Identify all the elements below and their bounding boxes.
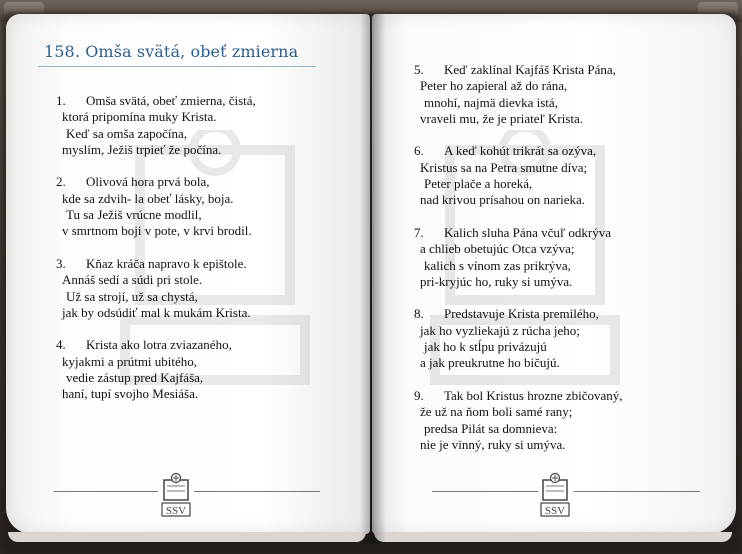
stanza xyxy=(56,93,256,158)
page-title: 158. Omša svätá, obeť zmierna xyxy=(44,42,299,61)
verse-text: Kalich sluha Pána včuľ odkrýva xyxy=(444,224,612,240)
ssv-logo-icon xyxy=(161,472,191,518)
stanza-number: 9. xyxy=(414,387,424,403)
right-page-edge xyxy=(374,532,732,542)
verse-text: predsa Pilát sa domnieva: xyxy=(424,420,558,436)
verse-text: pri-kryjúc ho, ruky si umýva. xyxy=(420,273,573,289)
title-underline xyxy=(38,66,316,67)
verse-text: nie je vinný, ruky si umýva. xyxy=(420,436,566,452)
stanza xyxy=(414,62,623,127)
verse-text: Omša svätá, obeť zmierna, čistá, xyxy=(86,93,256,108)
stanza-number: 5. xyxy=(414,62,424,77)
stanza-number: 8. xyxy=(414,306,424,322)
verse-text: Kristus sa na Petra smutne díva; xyxy=(420,159,588,175)
ssv-logo-icon xyxy=(540,472,570,518)
verse-text: a jak preukrutne ho bičujú. xyxy=(420,355,560,371)
svg-text:SSV: SSV xyxy=(165,505,187,517)
verse-text: vraveli mu, že je priateľ Krista. xyxy=(420,110,584,126)
verse-line xyxy=(414,95,623,111)
verse-line xyxy=(56,354,256,370)
verse-text: kde sa zdvih- la obeť lásky, boja. xyxy=(62,190,234,206)
left-page-edge xyxy=(8,532,366,542)
stanza xyxy=(414,225,623,290)
left-verses xyxy=(56,93,256,419)
verse-line xyxy=(56,191,256,207)
verse-line xyxy=(414,421,623,437)
verse-line xyxy=(414,437,623,453)
verse-text: Olivová hora prvá bola, xyxy=(86,174,210,190)
verse-line xyxy=(56,256,256,272)
verse-text: kalich s vínom zas prikrýva, xyxy=(424,257,571,273)
verse-line xyxy=(56,337,256,353)
verse-text: jak ho k stĺpu privázujú xyxy=(424,339,547,355)
stanza xyxy=(56,256,256,321)
verse-text: Keď sa omša započína, xyxy=(66,125,188,141)
verse-text: jak ho vyzliekajú z rúcha jeho; xyxy=(420,322,580,338)
verse-line xyxy=(414,78,623,94)
verse-text: vedie zástup pred Kajfáša, xyxy=(66,370,204,386)
verse-text: myslím, Ježiš trpieť že počína. xyxy=(62,141,222,157)
stanza xyxy=(414,388,623,453)
stanza-number: 2. xyxy=(56,174,66,190)
verse-text: Peter ho zapieral až do rána, xyxy=(420,78,568,94)
verse-line xyxy=(414,323,623,339)
verse-text: jak by odsúdiť mal k mukám Krista. xyxy=(62,304,251,320)
verse-line xyxy=(56,272,256,288)
verse-line xyxy=(56,142,256,158)
verse-line xyxy=(414,111,623,127)
verse-line xyxy=(414,388,623,404)
book-spine xyxy=(360,14,386,544)
stanza xyxy=(414,306,623,371)
verse-line xyxy=(56,93,256,109)
stanza-number: 4. xyxy=(56,337,66,353)
verse-text: Peter plače a horeká, xyxy=(424,176,533,192)
verse-line xyxy=(414,241,623,257)
verse-line xyxy=(414,176,623,192)
right-verses xyxy=(414,62,623,469)
verse-text: Annáš sedí a súdi pri stole. xyxy=(62,272,203,288)
verse-text: A keď kohút trikrát sa ozýva, xyxy=(444,143,597,159)
verse-text: Už sa strojí, už sa chystá, xyxy=(66,288,198,304)
verse-line xyxy=(56,305,256,321)
footer-rule xyxy=(54,491,158,492)
verse-text: ktorá pripomína muky Krista. xyxy=(62,109,217,125)
verse-line xyxy=(414,62,623,78)
verse-text: Tu sa Ježiš vrúcne modlil, xyxy=(66,207,202,223)
verse-line xyxy=(56,109,256,125)
verse-line xyxy=(56,289,256,305)
verse-text: nad krivou prísahou on narieka. xyxy=(420,192,585,208)
verse-text: mnohí, najmä dievka istá, xyxy=(424,94,558,110)
footer-rule xyxy=(432,491,538,492)
verse-line xyxy=(56,370,256,386)
verse-line xyxy=(56,126,256,142)
stanza xyxy=(414,143,623,208)
verse-line xyxy=(414,160,623,176)
verse-line xyxy=(414,143,623,159)
svg-text:SSV: SSV xyxy=(544,505,566,517)
stanza-number: 1. xyxy=(56,93,66,108)
verse-text: že už na ňom boli samé rany; xyxy=(420,404,573,420)
footer-rule xyxy=(574,491,700,492)
verse-text: a chlieb obetujúc Otca vzýva; xyxy=(420,241,575,257)
verse-text: haní, tupí svojho Mesiáša. xyxy=(62,386,199,402)
stanza xyxy=(56,337,256,402)
verse-line xyxy=(414,225,623,241)
verse-text: Kňaz kráča napravo k epištole. xyxy=(86,255,247,271)
verse-line xyxy=(414,404,623,420)
verse-line xyxy=(414,274,623,290)
footer-rule xyxy=(194,491,320,492)
verse-line xyxy=(414,355,623,371)
verse-text: Keď zaklínal Kajfáš Krista Pána, xyxy=(444,62,616,77)
verse-text: Tak bol Kristus hrozne zbičovaný, xyxy=(444,387,623,403)
verse-line xyxy=(56,386,256,402)
verse-text: v smrtnom boji v pote, v krvi brodil. xyxy=(62,223,252,239)
verse-line xyxy=(56,223,256,239)
verse-text: Predstavuje Krista premilého, xyxy=(444,306,599,322)
verse-line xyxy=(414,339,623,355)
verse-line xyxy=(56,174,256,190)
stanza-number: 3. xyxy=(56,255,66,271)
stanza-number: 6. xyxy=(414,143,424,159)
verse-text: Krista ako lotra zviazaného, xyxy=(86,337,232,353)
verse-line xyxy=(56,207,256,223)
stanza xyxy=(56,174,256,239)
stanza-number: 7. xyxy=(414,224,424,240)
verse-line xyxy=(414,192,623,208)
verse-line xyxy=(414,306,623,322)
verse-text: kyjakmi a prútmi ubitého, xyxy=(62,353,198,369)
verse-line xyxy=(414,258,623,274)
